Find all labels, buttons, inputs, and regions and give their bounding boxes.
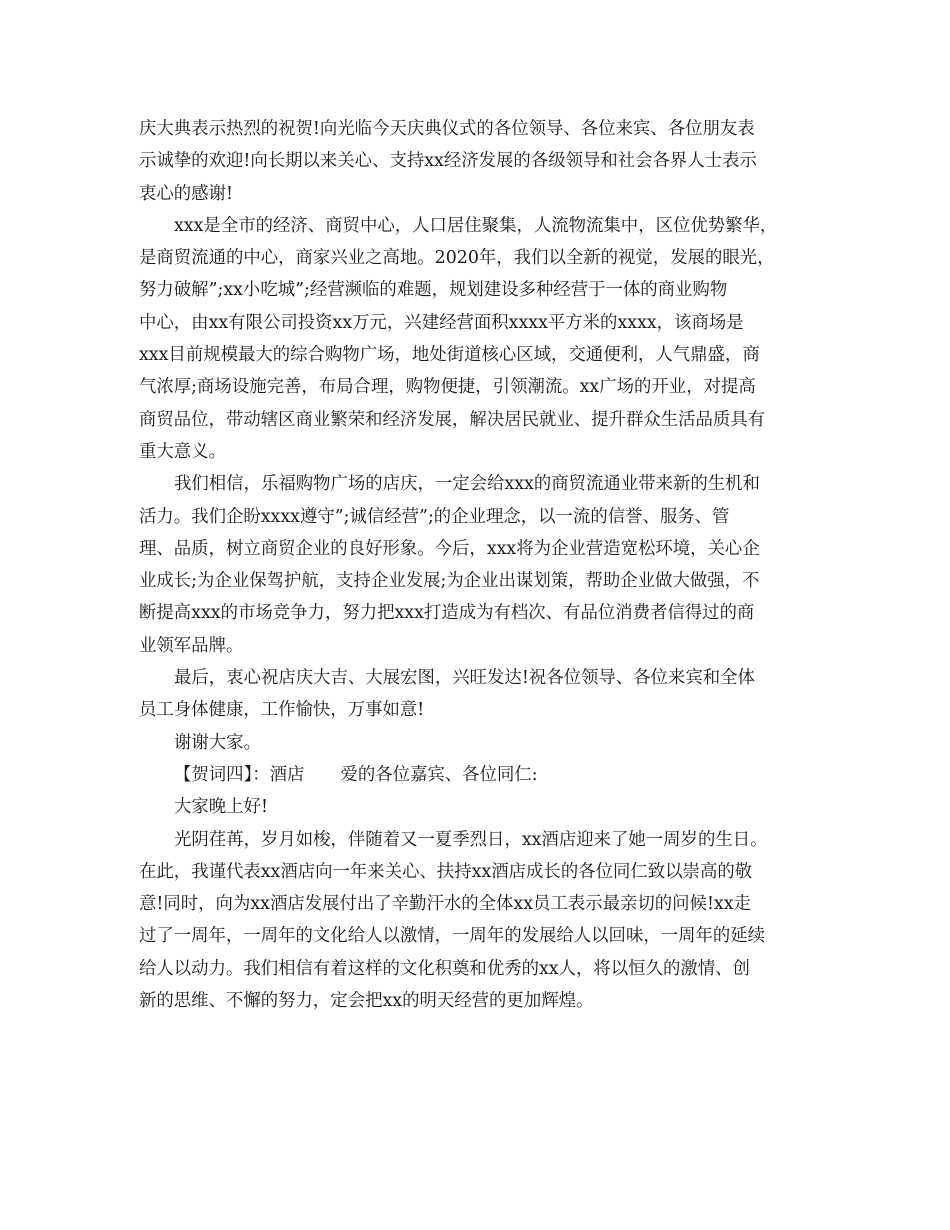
- text-line: 在此，我谨代表xx酒店向一年来关心、扶持xx酒店成长的各位同仁致以崇高的敬: [139, 861, 753, 882]
- paragraph-first-line: 最后，衷心祝店庆大吉、大展宏图，兴旺发达!祝各位领导、各位来宾和全体: [174, 668, 755, 689]
- text-line: 重大意义。: [139, 441, 226, 462]
- text-line: 理、品质，树立商贸企业的良好形象。今后，xxx将为企业营造宽松环境，关心企: [139, 538, 760, 559]
- paragraph-first-line: xxx是全市的经济、商贸中心，人口居住聚集，人流物流集中，区位优势繁华，: [174, 215, 778, 236]
- text-line: 商贸品位，带动辖区商业繁荣和经济发展，解决居民就业、提升群众生活品质具有: [139, 409, 766, 430]
- text-line: 是商贸流通的中心，商家兴业之高地。2020年，我们以全新的视觉，发展的眼光，: [139, 248, 775, 269]
- text-line: 气浓厚;商场设施完善，布局合理，购物便捷，引领潮流。xx广场的开业，对提高: [139, 377, 756, 398]
- text-line: 活力。我们企盼xxxx遵守”;诚信经营”;的企业理念，以一流的信誉、服务、管: [139, 506, 730, 527]
- text-line: 示诚挚的欢迎!向长期以来关心、支持xx经济发展的各级领导和社会各界人士表示: [139, 151, 757, 172]
- document-body: [139, 113, 819, 1017]
- text-line: 中心，由xx有限公司投资xx万元，兴建经营面积xxxx平方米的xxxx，该商场是: [139, 312, 744, 333]
- text-line: 庆大典表示热烈的祝贺!向光临今天庆典仪式的各位领导、各位来宾、各位朋友表: [139, 119, 755, 139]
- text-line: 给人以动力。我们相信有着这样的文化积奠和优秀的xx人，将以恒久的激情、创: [139, 958, 750, 979]
- text-line: 衷心的感谢!: [139, 183, 233, 204]
- paragraph-first-line: 光阴荏苒，岁月如梭，伴随着又一夏季烈日，xx酒店迎来了她一周岁的生日。: [174, 829, 768, 850]
- text-line: xxx目前规模最大的综合购物广场，地处街道核心区域，交通便利，人气鼎盛，商: [139, 345, 760, 366]
- text-line: 过了一周年，一周年的文化给人以激情，一周年的发展给人以回味，一周年的延续: [139, 926, 766, 947]
- text-line: 员工身体健康，工作愉快，万事如意!: [139, 700, 425, 721]
- greeting: 大家晚上好!: [174, 797, 268, 818]
- text-line: 意!同时，向为xx酒店发展付出了辛勤汗水的全体xx员工表示最亲切的问候!xx走: [139, 894, 751, 915]
- section-heading-line: [139, 759, 819, 791]
- paragraph-first-line: 我们相信，乐福购物广场的店庆，一定会给xxx的商贸流通业带来新的生机和: [174, 474, 760, 495]
- section-heading: 【贺词四】：酒店: [174, 764, 305, 785]
- text-line: 努力破解”;xx小吃城”;经营濒临的难题，规划建设多种经营于一体的商业购物: [139, 280, 728, 301]
- text-line: 业领军品牌。: [139, 635, 244, 656]
- text-line: 业成长;为企业保驾护航，支持企业发展;为企业出谋划策，帮助企业做大做强，不: [139, 571, 760, 592]
- text-line: 新的思维、不懈的努力，定会把xx的明天经营的更加辉煌。: [139, 991, 594, 1012]
- closing-thanks: 谢谢大家。: [174, 732, 261, 753]
- salutation: 爱的各位嘉宾、各位同仁:: [340, 764, 538, 785]
- text-line: 断提高xxx的市场竞争力，努力把xxx打造成为有档次、有品位消费者信得过的商: [139, 603, 755, 624]
